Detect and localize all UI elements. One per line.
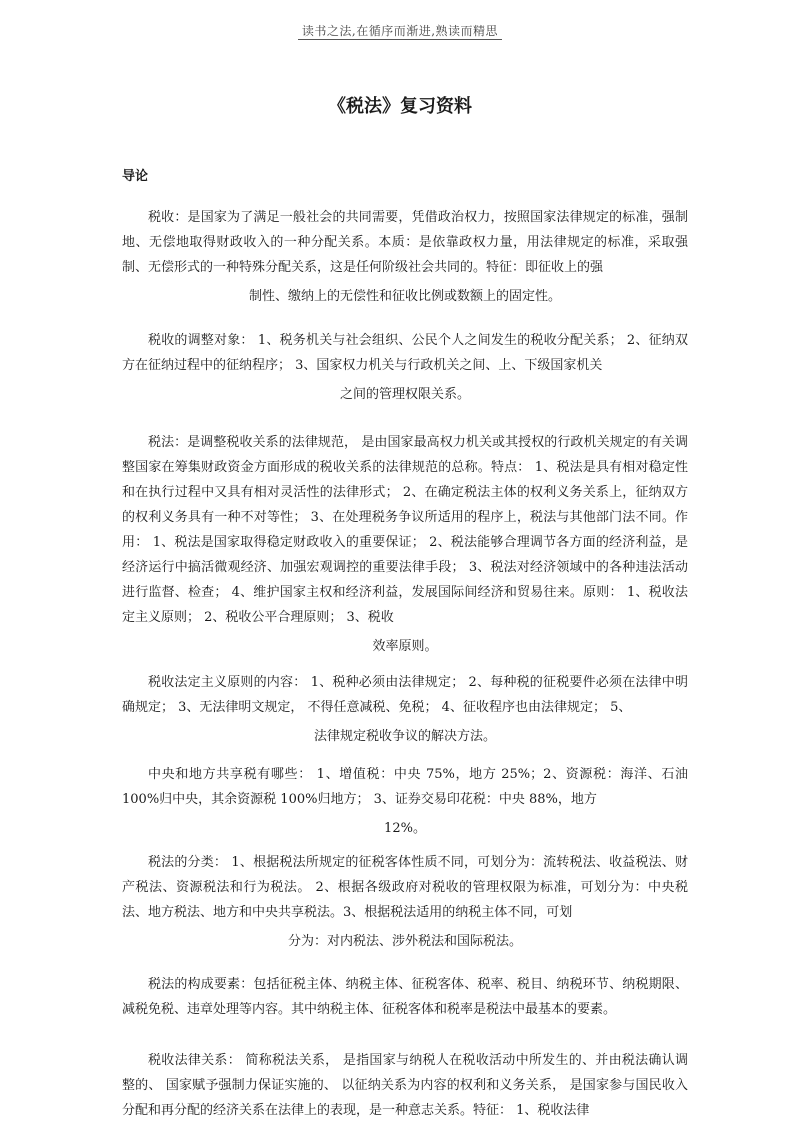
paragraph-last-line: 制性、缴纳上的无偿性和征收比例或数额上的固定性。 xyxy=(248,289,561,304)
paragraph-body: 中央和地方共享税有哪些： 1、增值税：中央 75%，地方 25%；2、资源税：海洋、石油 100%归中央，其余资源税 100%归地方； 3、证券交易印花税：中央 88%，地方 xyxy=(122,767,688,807)
paragraph-body: 税收法律关系： 简称税法关系， 是指国家与纳税人在税收活动中所发生的、并由税法确认调整的、 国家赋予强制力保证实施的、 以征纳关系为内容的权利和义务关系， 是国家参与国民收入分配和再分配的经济关系在法律上的表现，是一种意志关系。特征： 1、税收法律 xyxy=(122,1053,688,1118)
paragraph-last-line: 效率原则。 xyxy=(372,639,438,654)
paragraph-body: 税收法定主义原则的内容： 1、税种必须由法律规定； 2、每种税的征税要件必须在法律中明确规定； 3、无法律明文规定， 不得任意减税、免税； 4、征收程序也由法律规定； 5、 xyxy=(122,675,688,715)
paragraph-body: 税法的构成要素：包括征税主体、纳税主体、征税客体、税率、税目、纳税环节、纳税期限、减税免税、违章处理等内容。其中纳税主体、征税客体和税率是税法中最基本的要素。 xyxy=(122,977,688,1017)
paragraph-tax-law-classification xyxy=(122,850,688,954)
paragraph-last-line: 之间的管理权限关系。 xyxy=(339,387,470,402)
paragraph-body: 税收的调整对象： 1、税务机关与社会组织、公民个人之间发生的税收分配关系； 2、征纳双方在征纳过程中的征纳程序； 3、国家权力机关与行政机关之间、上、下级国家机关 xyxy=(122,333,688,373)
header-text: 读书之法,在循序而渐进,熟读而精思 xyxy=(298,24,502,40)
paragraph-tax-law-elements xyxy=(122,972,688,1022)
paragraph-tax-law xyxy=(122,430,688,659)
paragraph-body: 税法：是调整税收关系的法律规范， 是由国家最高权力机关或其授权的行政机关规定的有关调整国家在筹集财政资金方面形成的税收关系的法律规范的总称。特点： 1、税法是具有相对稳定性和在执行过程中又具有相对灵活性的法律形式； 2、在确定税法主体的权利义务关系上，征纳双方的权利义务具有一种不对等性； 3、在处理税务争议所适用的程序上，税法与其他部门法不同。作用： 1、税法是国家取得稳定财政收入的重要保证； 2、税法能够合理调节各方面的经济利益，是经济运行中搞活微观经济、加强宏观调控的重要法律手段； 3、税法对经济领域中的各种违法活动进行监督、检查； 4、维护国家主权和经济利益，发展国际间经济和贸易往来。原则： 1、税收法定主义原则； 2、税收公平合理原则； 3、税收 xyxy=(122,435,688,625)
paragraph-body: 税法的分类： 1、根据税法所规定的征税客体性质不同，可划分为：流转税法、收益税法、财产税法、资源税法和行为税法。 2、根据各级政府对税收的管理权限为标准，可划分为：中央税法、地方税法、地方和中央共享税法。3、根据税法适用的纳税主体不同，可划 xyxy=(122,855,688,920)
paragraph-body: 税收：是国家为了满足一般社会的共同需要，凭借政治权力，按照国家法律规定的标准，强制地、无偿地取得财政收入的一种分配关系。本质：是依靠政权力量，用法律规定的标准，采取强制、无偿形式的一种特殊分配关系，这是任何阶级社会共同的。特征：即征收上的强 xyxy=(122,210,688,275)
paragraph-tax-legal-relationship xyxy=(122,1048,688,1123)
paragraph-tax-adjustment-objects xyxy=(122,328,688,407)
paragraph-legality-principle xyxy=(122,670,688,749)
paragraph-last-line: 分为：对内税法、涉外税法和国际税法。 xyxy=(287,934,522,949)
paragraph-last-line: 法律规定税收争议的解决方法。 xyxy=(313,729,496,744)
page-header xyxy=(0,22,800,39)
section-heading: 导论 xyxy=(122,169,149,184)
paragraph-tax-definition xyxy=(122,205,688,309)
document-title: 《税法》复习资料 xyxy=(328,96,472,117)
paragraph-last-line: 12%。 xyxy=(384,821,426,836)
paragraph-shared-taxes xyxy=(122,762,688,841)
